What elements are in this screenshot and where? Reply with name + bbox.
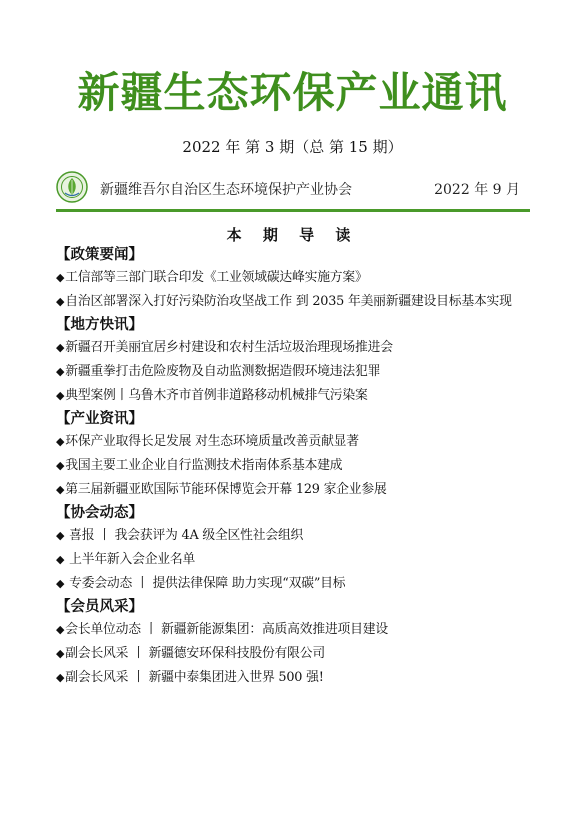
diamond-bullet-icon: ◆ bbox=[56, 435, 65, 448]
toc-section bbox=[56, 408, 546, 502]
toc-section bbox=[56, 502, 546, 596]
toc-item[interactable] bbox=[56, 548, 546, 572]
section-heading: 【政策要闻】 bbox=[56, 247, 143, 263]
diamond-bullet-icon: ◆ bbox=[56, 671, 65, 684]
diamond-bullet-icon: ◆ bbox=[56, 577, 65, 590]
association-name: 新疆维吾尔自治区生态环境保护产业协会 bbox=[100, 182, 352, 198]
publication-date: 2022 年 9 月 bbox=[434, 182, 520, 198]
toc-item-text: 喜报 丨 我会获评为 4A 级全区性社会组织 bbox=[65, 528, 304, 543]
toc-item[interactable] bbox=[56, 478, 546, 502]
toc-item[interactable] bbox=[56, 384, 546, 408]
header-divider bbox=[56, 209, 530, 212]
toc-item[interactable] bbox=[56, 642, 546, 666]
toc-item[interactable] bbox=[56, 524, 546, 548]
toc-item-text: 副会长风采 丨 新疆中泰集团进入世界 500 强! bbox=[65, 670, 324, 685]
table-of-contents bbox=[56, 244, 546, 690]
issue-number: 2022 年 第 3 期（总 第 15 期） bbox=[182, 138, 403, 156]
toc-item-text: 我国主要工业企业自行监测技术指南体系基本建成 bbox=[65, 458, 343, 473]
toc-item[interactable] bbox=[56, 290, 546, 314]
section-heading: 【会员风采】 bbox=[56, 599, 143, 615]
toc-item-text: 第三届新疆亚欧国际节能环保博览会开幕 129 家企业参展 bbox=[65, 482, 387, 497]
diamond-bullet-icon: ◆ bbox=[56, 647, 65, 660]
diamond-bullet-icon: ◆ bbox=[56, 483, 65, 496]
toc-item[interactable] bbox=[56, 454, 546, 478]
section-heading: 【产业资讯】 bbox=[56, 411, 143, 427]
toc-section bbox=[56, 314, 546, 408]
association-logo-icon bbox=[56, 171, 88, 203]
toc-item-text: 会长单位动态 丨 新疆新能源集团：高质高效推进项目建设 bbox=[65, 622, 388, 637]
diamond-bullet-icon: ◆ bbox=[56, 553, 65, 566]
toc-item-text: 环保产业取得长足发展 对生态环境质量改善贡献显著 bbox=[65, 434, 359, 449]
toc-item[interactable] bbox=[56, 666, 546, 690]
toc-item[interactable] bbox=[56, 572, 546, 596]
toc-item-text: 专委会动态 丨 提供法律保障 助力实现“双碳”目标 bbox=[65, 576, 346, 591]
section-heading: 【地方快讯】 bbox=[56, 317, 143, 333]
toc-section bbox=[56, 244, 546, 314]
toc-item[interactable] bbox=[56, 430, 546, 454]
toc-item[interactable] bbox=[56, 266, 546, 290]
toc-item-text: 上半年新入会企业名单 bbox=[65, 552, 196, 567]
toc-item[interactable] bbox=[56, 336, 546, 360]
toc-item-text: 副会长风采 丨 新疆德安环保科技股份有限公司 bbox=[65, 646, 325, 661]
guide-title: 本 期 导 读 bbox=[226, 226, 359, 244]
toc-item-text: 新疆召开美丽宜居乡村建设和农村生活垃圾治理现场推进会 bbox=[65, 340, 393, 355]
toc-item[interactable] bbox=[56, 618, 546, 642]
diamond-bullet-icon: ◆ bbox=[56, 295, 65, 308]
toc-section bbox=[56, 596, 546, 690]
diamond-bullet-icon: ◆ bbox=[56, 459, 65, 472]
toc-item-text: 工信部等三部门联合印发《工业领域碳达峰实施方案》 bbox=[65, 270, 368, 285]
diamond-bullet-icon: ◆ bbox=[56, 341, 65, 354]
section-heading: 【协会动态】 bbox=[56, 505, 143, 521]
association-header bbox=[56, 170, 530, 206]
diamond-bullet-icon: ◆ bbox=[56, 529, 65, 542]
diamond-bullet-icon: ◆ bbox=[56, 271, 65, 284]
toc-item-text: 新疆重拳打击危险废物及自动监测数据造假环境违法犯罪 bbox=[65, 364, 381, 379]
toc-item-text: 自治区部署深入打好污染防治攻坚战工作 到 2035 年美丽新疆建设目标基本实现 bbox=[65, 294, 512, 309]
toc-item[interactable] bbox=[56, 360, 546, 384]
diamond-bullet-icon: ◆ bbox=[56, 623, 65, 636]
diamond-bullet-icon: ◆ bbox=[56, 389, 65, 402]
diamond-bullet-icon: ◆ bbox=[56, 365, 65, 378]
toc-item-text: 典型案例丨乌鲁木齐市首例非道路移动机械排气污染案 bbox=[65, 388, 368, 403]
newsletter-title: 新疆生态环保产业通讯 bbox=[77, 68, 508, 117]
